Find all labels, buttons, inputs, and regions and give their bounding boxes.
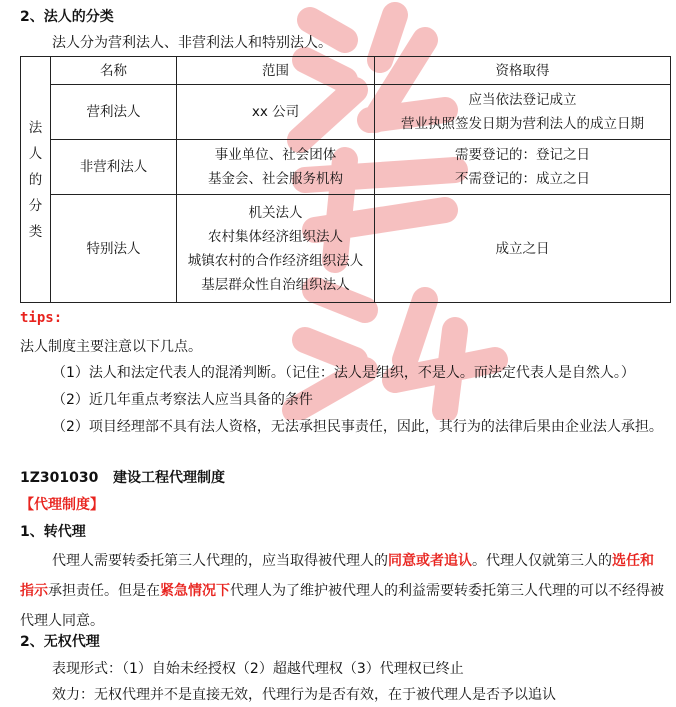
sub-heading-unauthorized: 2、无权代理 [20, 634, 100, 650]
table-row [21, 195, 671, 303]
row-scope [177, 85, 375, 140]
tip-item: （1）法人和法定代表人的混淆判断。（记住：法人是组织，不是人。而法定代表人是自然人。） [52, 365, 635, 381]
para-text: 。代理人仅就第三人的 [472, 553, 612, 569]
side-char: 的 [28, 171, 43, 188]
header-qualification: 资格取得 [375, 57, 671, 85]
scope-line: 机关法人 [248, 204, 303, 221]
highlight-consent: 同意或者追认 [388, 553, 472, 569]
header-scope: 范围 [177, 57, 375, 85]
side-label-cell [21, 57, 51, 303]
row-name: 特别法人 [51, 195, 177, 303]
qualification-line: 营业执照签发日期为营利法人的成立日期 [401, 116, 644, 132]
scope-line: xx 公司 [251, 104, 300, 120]
table-row [21, 140, 671, 195]
unauthorized-effect: 效力：无权代理并不是直接无效，代理行为是否有效，在于被代理人是否予以追认 [52, 687, 556, 703]
tip-item: （2）项目经理部不具有法人资格，无法承担民事责任，因此，其行为的法律后果由企业法人承担。 [52, 419, 663, 435]
bracket-heading: 【代理制度】 [20, 497, 104, 513]
row-name: 非营利法人 [51, 140, 177, 195]
side-char: 类 [28, 223, 43, 240]
highlight-emergency: 紧急情况下 [160, 583, 230, 599]
section-heading-classification: 2、法人的分类 [20, 9, 114, 25]
row-scope [177, 140, 375, 195]
row-qualification [375, 195, 671, 303]
qualification-line: 应当依法登记成立 [468, 92, 577, 108]
scope-line: 农村集体经济组织法人 [208, 228, 343, 245]
side-char: 法 [28, 119, 43, 136]
highlight-selection: 选任和指示 [20, 553, 654, 599]
scope-line: 事业单位、社会团体 [214, 147, 337, 163]
tips-label: tips: [20, 310, 63, 326]
sub-heading-transfer: 1、转代理 [20, 524, 86, 540]
row-scope [177, 195, 375, 303]
qualification-line: 需要登记的：登记之日 [455, 147, 590, 163]
qualification-line: 不需登记的：成立之日 [455, 171, 590, 187]
qualification-line: 成立之日 [495, 240, 550, 257]
scope-line: 基金会、社会服务机构 [208, 171, 343, 187]
scope-line: 基层群众性自治组织法人 [201, 276, 350, 293]
row-qualification [375, 85, 671, 140]
classification-intro: 法人分为营利法人、非营利法人和特别法人。 [52, 35, 332, 51]
tip-item: （2）近几年重点考察法人应当具备的条件 [52, 392, 313, 408]
scope-line: 城镇农村的合作经济组织法人 [187, 252, 364, 269]
section-code: 1Z301030 [20, 470, 99, 486]
para-text: 代理人为了维护被代理人的利益需要转委托第三人代理的可以不经得被代理人同意。 [20, 583, 664, 629]
side-char: 人 [28, 145, 43, 162]
para-text: 代理人需要转委托第三人代理的，应当取得被代理人的 [52, 553, 388, 569]
row-name: 营利法人 [51, 85, 177, 140]
side-char: 分 [28, 197, 43, 214]
classification-table [20, 56, 671, 303]
para-text: 承担责任。但是在 [48, 583, 160, 599]
tips-intro: 法人制度主要注意以下几点。 [20, 339, 202, 355]
section-title: 建设工程代理制度 [112, 470, 225, 486]
transfer-paragraph [20, 546, 666, 636]
unauthorized-forms: 表现形式：（1）自始未经授权（2）超越代理权（3）代理权已终止 [52, 661, 464, 677]
table-row [21, 85, 671, 140]
section-heading-agency [20, 467, 225, 487]
row-qualification [375, 140, 671, 195]
header-name: 名称 [51, 57, 177, 85]
